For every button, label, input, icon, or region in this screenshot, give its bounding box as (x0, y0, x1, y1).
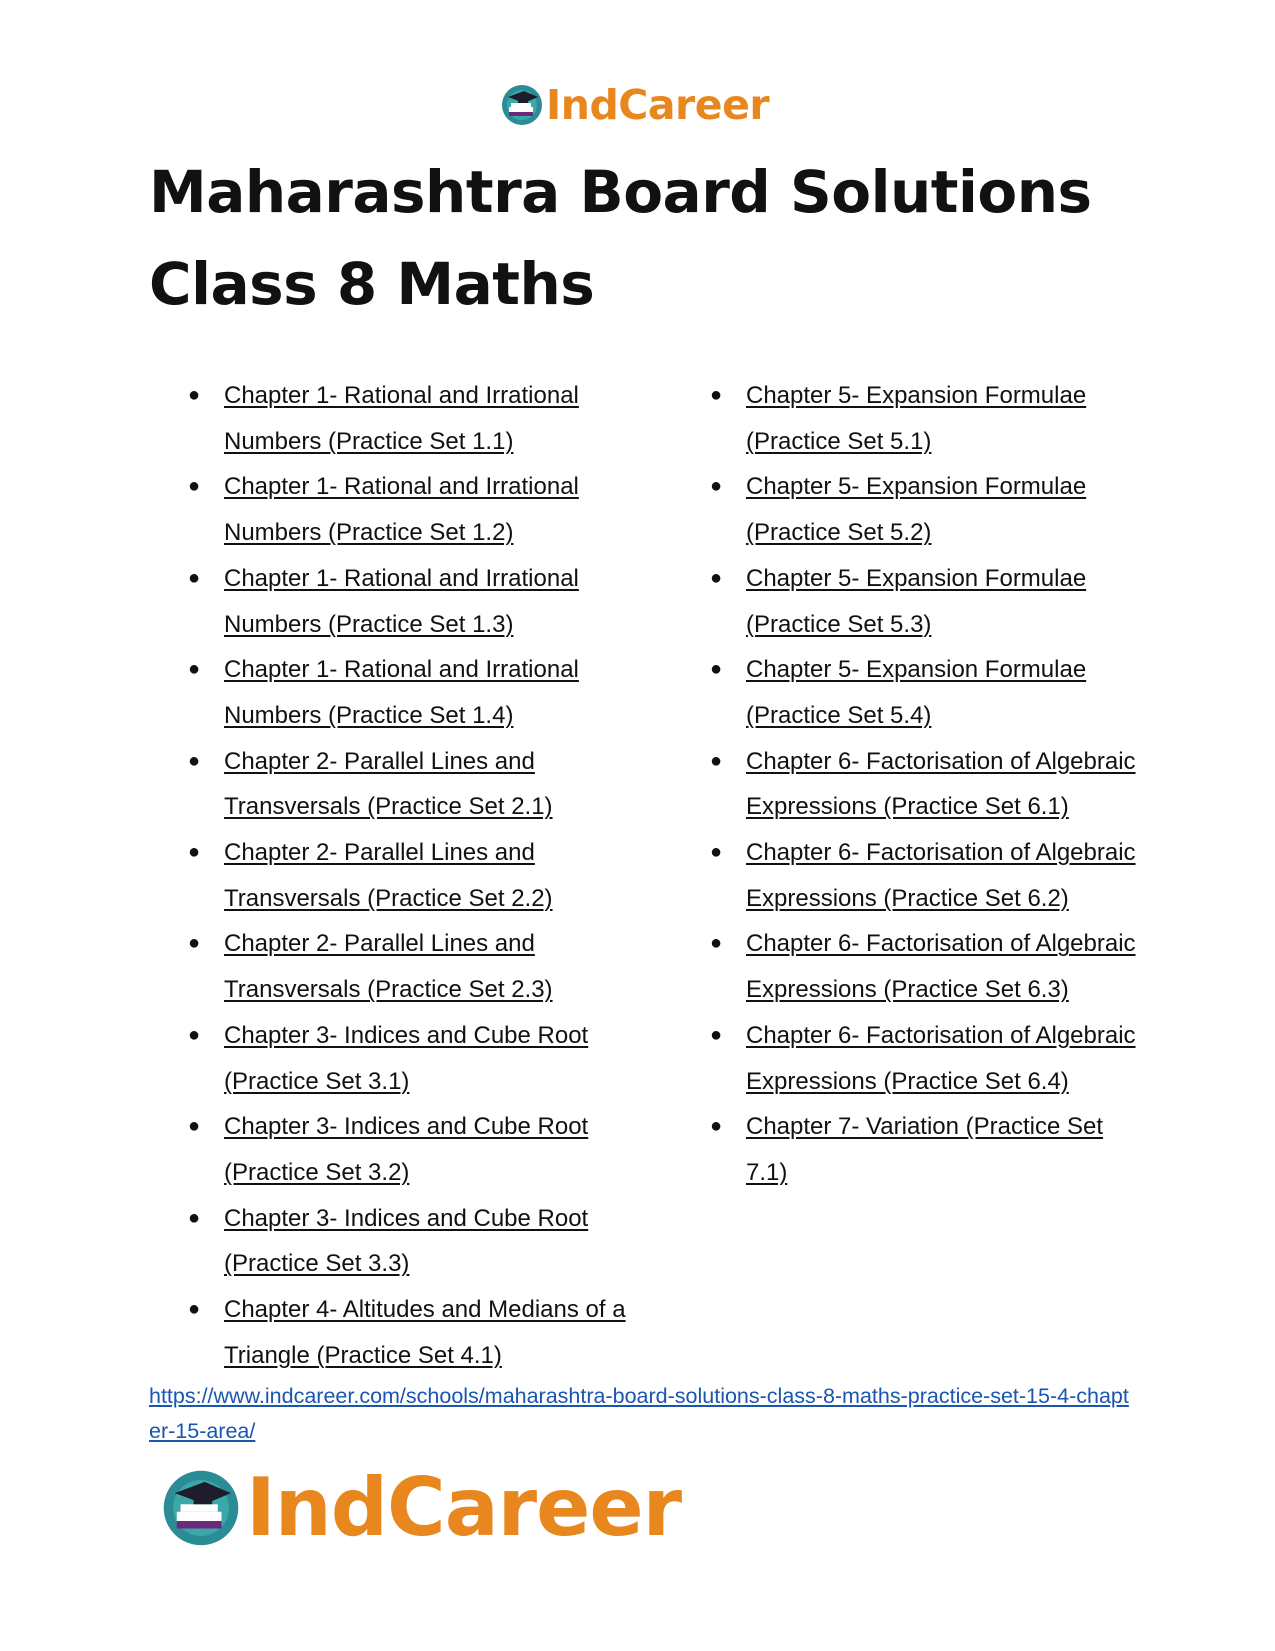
bullet: ● (188, 932, 201, 955)
list-item (188, 739, 658, 830)
list-item (710, 647, 1140, 738)
chapter-link[interactable]: Chapter 5- Expansion Formulae (Practice Set 5.3) (746, 564, 1087, 638)
graduation-cap-book-icon (160, 1467, 242, 1549)
bullet: ● (188, 841, 201, 864)
chapter-link[interactable]: Chapter 5- Expansion Formulae (Practice Set 5.4) (746, 656, 1087, 729)
logo-wordmark: IndCareer (546, 80, 770, 129)
chapter-link[interactable]: Chapter 2- Parallel Lines and Transversals (Practice Set 2.3) (224, 930, 553, 1004)
chapter-link[interactable]: Chapter 6- Factorisation of Algebraic Expressions (Practice Set 6.2) (746, 839, 1136, 912)
list-item (710, 739, 1140, 830)
bullet: ● (710, 749, 723, 772)
list-item (188, 1104, 658, 1195)
list-item (710, 921, 1140, 1012)
chapter-list-left (188, 373, 658, 1378)
chapter-link[interactable]: Chapter 3- Indices and Cube Root (Practice Set 3.2) (224, 1113, 589, 1186)
bullet: ● (188, 1298, 201, 1321)
bullet: ● (188, 658, 201, 681)
bullet: ● (710, 384, 723, 406)
indcareer-logo-bottom (160, 1460, 681, 1556)
graduation-cap-book-icon (500, 83, 544, 127)
chapter-link[interactable]: Chapter 7- Variation (Practice Set 7.1) (746, 1113, 1104, 1186)
page-title (149, 146, 1149, 330)
list-item (188, 1196, 658, 1287)
chapter-link[interactable]: Chapter 2- Parallel Lines and Transversals (Practice Set 2.1) (224, 747, 553, 821)
bullet: ● (710, 1023, 723, 1046)
chapter-list-right (710, 373, 1140, 1196)
list-item (188, 373, 658, 464)
bullet: ● (710, 658, 723, 681)
indcareer-logo-top (500, 78, 769, 132)
logo-wordmark: IndCareer (246, 1461, 682, 1554)
chapter-link[interactable]: Chapter 2- Parallel Lines and Transversals (Practice Set 2.2) (224, 839, 553, 912)
list-item (710, 1104, 1140, 1195)
chapter-link[interactable]: Chapter 1- Rational and Irrational Numbers (Practice Set 1.2) (224, 473, 579, 547)
chapter-link[interactable]: Chapter 5- Expansion Formulae (Practice Set 5.1) (746, 382, 1087, 455)
bullet: ● (710, 932, 723, 955)
list-item (188, 921, 658, 1012)
chapter-link[interactable]: Chapter 1- Rational and Irrational Numbers (Practice Set 1.4) (224, 656, 579, 729)
list-item (188, 1013, 658, 1104)
list-item (188, 830, 658, 921)
list-item (188, 464, 658, 555)
list-item (710, 373, 1140, 464)
bullet: ● (188, 1023, 201, 1046)
bullet: ● (188, 1115, 201, 1138)
bullet: ● (188, 384, 201, 406)
chapter-link[interactable]: Chapter 6- Factorisation of Algebraic Expressions (Practice Set 6.3) (746, 930, 1136, 1004)
list-item (710, 464, 1140, 555)
chapter-link[interactable]: Chapter 3- Indices and Cube Root (Practice Set 3.1) (224, 1021, 589, 1095)
list-item (188, 647, 658, 738)
list-item (188, 556, 658, 647)
source-url-link[interactable]: https://www.indcareer.com/schools/maharashtra-board-solutions-class-8-maths-practice-set-15-4-chapter-15-area/ (149, 1384, 1129, 1443)
chapter-link[interactable]: Chapter 6- Factorisation of Algebraic Expressions (Practice Set 6.1) (746, 747, 1136, 821)
title-line-2: Class 8 Maths (149, 250, 595, 318)
chapter-link[interactable]: Chapter 1- Rational and Irrational Numbers (Practice Set 1.1) (224, 382, 579, 455)
bullet: ● (188, 566, 201, 589)
chapter-link[interactable]: Chapter 6- Factorisation of Algebraic Expressions (Practice Set 6.4) (746, 1021, 1136, 1095)
chapter-link[interactable]: Chapter 5- Expansion Formulae (Practice Set 5.2) (746, 473, 1087, 547)
bullet: ● (710, 475, 723, 498)
bullet: ● (188, 1206, 201, 1229)
bullet: ● (710, 841, 723, 864)
bullet: ● (188, 475, 201, 498)
list-item (710, 1013, 1140, 1104)
list-item (710, 556, 1140, 647)
chapter-link[interactable]: Chapter 1- Rational and Irrational Numbers (Practice Set 1.3) (224, 564, 579, 638)
chapter-link[interactable]: Chapter 4- Altitudes and Medians of a Triangle (Practice Set 4.1) (224, 1296, 626, 1369)
bullet: ● (710, 1115, 723, 1138)
list-item (710, 830, 1140, 921)
bullet: ● (710, 566, 723, 589)
bullet: ● (188, 749, 201, 772)
list-item (188, 1287, 658, 1378)
title-line-1: Maharashtra Board Solutions (149, 158, 1092, 226)
chapter-link[interactable]: Chapter 3- Indices and Cube Root (Practice Set 3.3) (224, 1204, 589, 1278)
